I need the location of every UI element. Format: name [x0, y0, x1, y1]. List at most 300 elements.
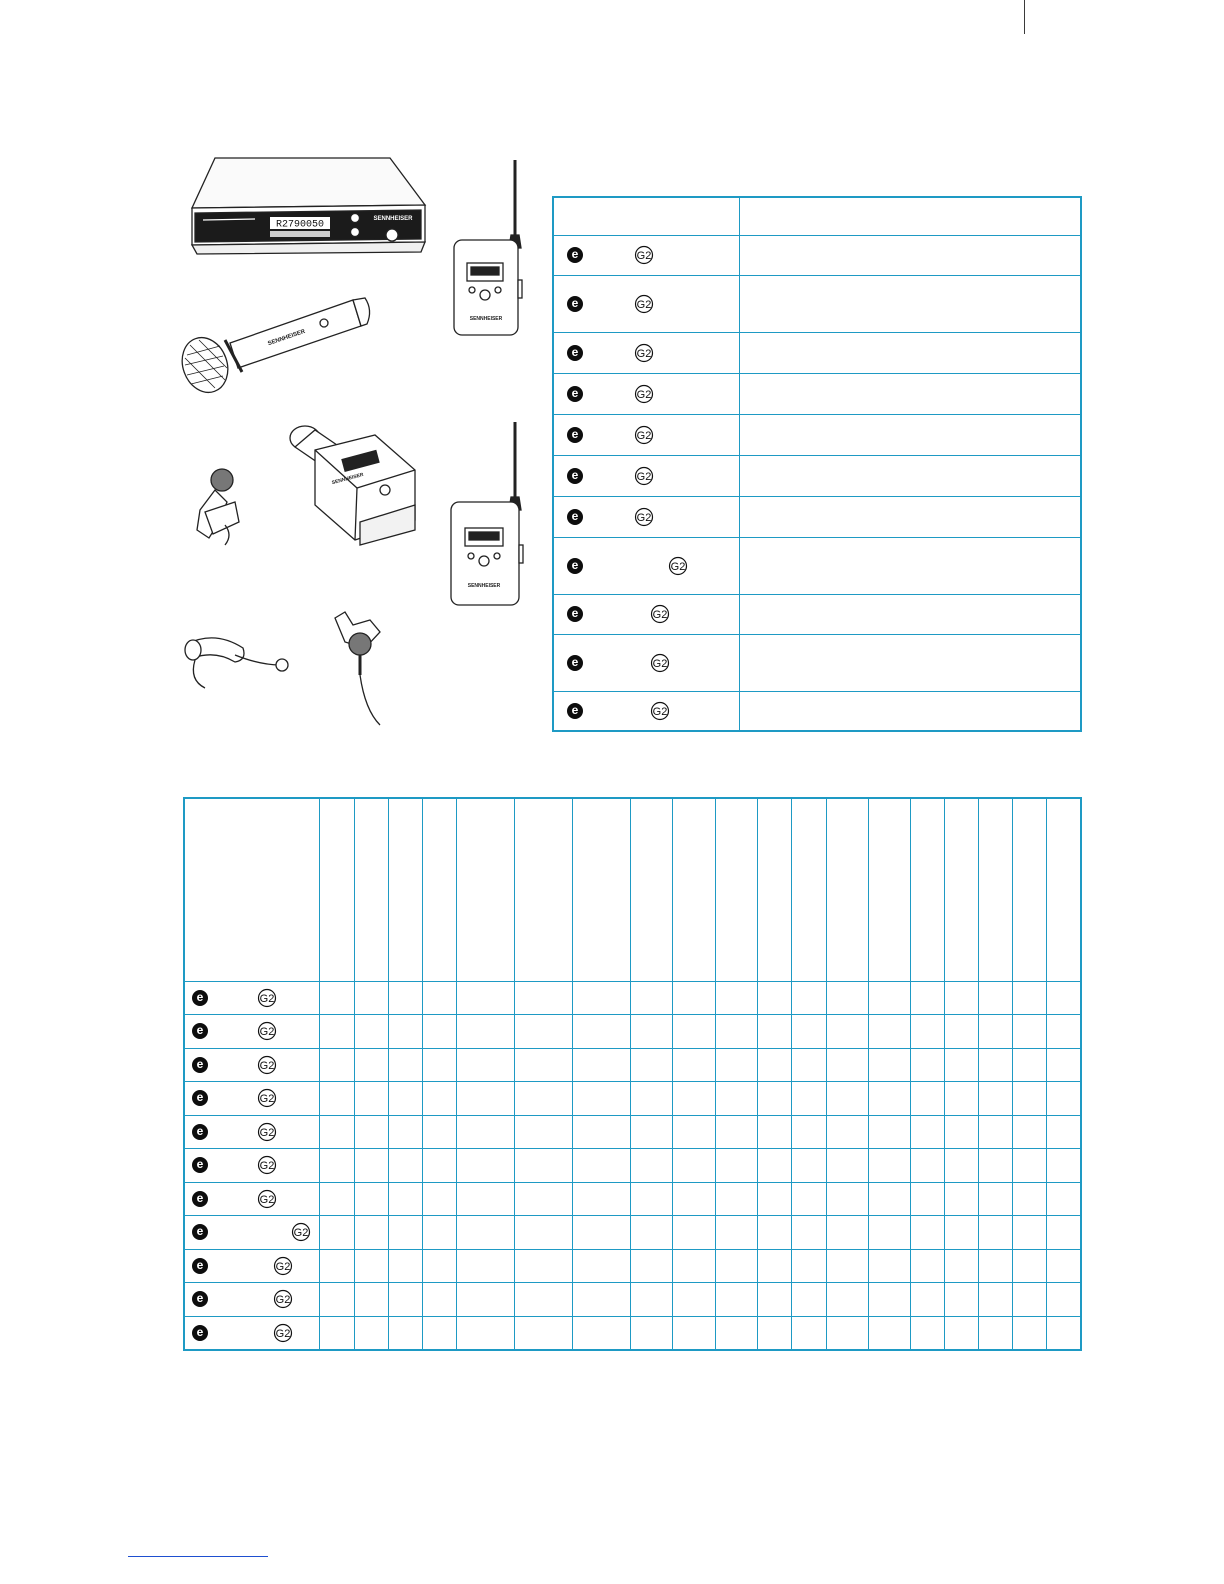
e-series-logo-icon: e [567, 345, 583, 361]
product-table [552, 196, 1082, 732]
compatibility-cell [827, 1149, 869, 1183]
svg-text:G2: G2 [652, 609, 668, 621]
svg-text:G2: G2 [259, 1059, 275, 1072]
g2-logo-icon [634, 425, 654, 445]
compatibility-cell [388, 1182, 422, 1216]
product-table-cell [740, 691, 1082, 731]
compatibility-cell [630, 1249, 672, 1283]
svg-text:G2: G2 [259, 1193, 275, 1206]
compatibility-cell [354, 1216, 388, 1250]
e-series-logo-icon: e [192, 1057, 208, 1073]
compatibility-cell [758, 1283, 792, 1317]
e-series-logo-icon: e [192, 1090, 208, 1106]
product-table-row [553, 332, 1081, 373]
e-series-logo-icon: e [567, 386, 583, 402]
compatibility-cell [673, 1316, 716, 1350]
compatibility-table-header [184, 798, 1081, 981]
compatibility-cell [945, 1182, 979, 1216]
svg-text:G2: G2 [636, 388, 652, 401]
compatibility-cell [758, 1115, 792, 1149]
compatibility-cell [979, 1048, 1013, 1082]
svg-text:G2: G2 [670, 560, 686, 573]
e-series-logo-icon: e [192, 1157, 208, 1173]
page-edge-line [1024, 0, 1025, 34]
product-table-row [553, 594, 1081, 634]
compatibility-cell [827, 1182, 869, 1216]
svg-text:G2: G2 [275, 1260, 291, 1273]
compatibility-cell [758, 1149, 792, 1183]
compatibility-cell [758, 981, 792, 1015]
compatibility-cell [354, 981, 388, 1015]
g2-logo-icon [668, 556, 688, 576]
compatibility-cell [869, 1115, 911, 1149]
compatibility-cell [422, 1316, 456, 1350]
compatibility-table-header-cell [1047, 798, 1081, 981]
compatibility-cell [758, 1249, 792, 1283]
compatibility-cell [979, 1216, 1013, 1250]
compatibility-cell [514, 1249, 572, 1283]
compatibility-cell [388, 1048, 422, 1082]
product-table-header-col1 [553, 197, 740, 235]
compatibility-cell [630, 1149, 672, 1183]
compatibility-cell [945, 1115, 979, 1149]
compatibility-cell [979, 981, 1013, 1015]
compatibility-table-header-cell [716, 798, 758, 981]
compatibility-table-header-cell [827, 798, 869, 981]
compatibility-cell [1013, 1216, 1047, 1250]
compatibility-table-row [184, 1182, 1081, 1216]
compatibility-cell [792, 1115, 827, 1149]
compatibility-cell [716, 1149, 758, 1183]
compatibility-table-header-cell [758, 798, 792, 981]
headset-mic-illustration [185, 638, 288, 688]
compatibility-cell [354, 1249, 388, 1283]
svg-text:G2: G2 [259, 992, 275, 1005]
clip-on-mic-illustration [197, 469, 239, 545]
compatibility-cell [388, 1149, 422, 1183]
compatibility-cell [911, 1048, 945, 1082]
compatibility-cell [945, 1149, 979, 1183]
compatibility-cell [1047, 1249, 1081, 1283]
compatibility-cell [827, 1216, 869, 1250]
compatibility-product-cell [184, 1283, 319, 1317]
e-series-logo-icon: e [192, 1023, 208, 1039]
product-illustrations [175, 150, 545, 735]
svg-text:G2: G2 [636, 347, 652, 360]
compatibility-cell [1013, 1048, 1047, 1082]
e-series-logo-icon: e [567, 296, 583, 312]
compatibility-cell [716, 1082, 758, 1116]
compatibility-cell [716, 1216, 758, 1250]
compatibility-cell [456, 1316, 514, 1350]
compatibility-cell [572, 1048, 630, 1082]
compatibility-cell [456, 1216, 514, 1250]
compatibility-cell [1047, 1316, 1081, 1350]
compatibility-cell [572, 1316, 630, 1350]
compatibility-cell [319, 1082, 354, 1116]
compatibility-table-header-cell [792, 798, 827, 981]
compatibility-table-row [184, 1015, 1081, 1049]
compatibility-cell [572, 1249, 630, 1283]
g2-logo-icon [634, 384, 654, 404]
compatibility-cell [354, 1015, 388, 1049]
compatibility-cell [1013, 1316, 1047, 1350]
svg-text:G2: G2 [275, 1294, 291, 1307]
compatibility-table-row [184, 1249, 1081, 1283]
compatibility-table-header-cell [673, 798, 716, 981]
compatibility-product-cell [184, 1082, 319, 1116]
g2-logo-icon [634, 507, 654, 527]
compatibility-cell [456, 1015, 514, 1049]
pocket-top-brand-text: SENNHEISER [469, 316, 503, 322]
compatibility-cell [945, 1015, 979, 1049]
compatibility-cell [979, 1015, 1013, 1049]
compatibility-cell [456, 1082, 514, 1116]
compatibility-cell [673, 1283, 716, 1317]
compatibility-cell [319, 1048, 354, 1082]
lavalier-mic-illustration [335, 612, 380, 725]
compatibility-cell [572, 1115, 630, 1149]
e-series-logo-icon: e [567, 468, 583, 484]
compatibility-cell [911, 1082, 945, 1116]
compatibility-cell [388, 1082, 422, 1116]
compatibility-product-cell [184, 1316, 319, 1350]
compatibility-cell [422, 1048, 456, 1082]
compatibility-cell [354, 1048, 388, 1082]
compatibility-cell [1047, 1015, 1081, 1049]
svg-text:G2: G2 [636, 470, 652, 483]
compatibility-cell [514, 1082, 572, 1116]
product-table-cell [740, 235, 1082, 275]
plug-on-transmitter-illustration [290, 426, 415, 545]
compatibility-cell [827, 1082, 869, 1116]
compatibility-cell [792, 981, 827, 1015]
compatibility-cell [630, 1082, 672, 1116]
compatibility-cell [1047, 1182, 1081, 1216]
compatibility-cell [514, 1316, 572, 1350]
compatibility-cell [572, 981, 630, 1015]
compatibility-cell [979, 1115, 1013, 1149]
g2-logo-icon [634, 466, 654, 486]
compatibility-cell [945, 1082, 979, 1116]
compatibility-cell [911, 1182, 945, 1216]
compatibility-product-cell [184, 1216, 319, 1250]
compatibility-cell [792, 1182, 827, 1216]
compatibility-cell [630, 1216, 672, 1250]
product-table-header [553, 197, 1081, 235]
compatibility-cell [1013, 1182, 1047, 1216]
compatibility-cell [945, 981, 979, 1015]
compatibility-cell [514, 981, 572, 1015]
compatibility-cell [979, 1249, 1013, 1283]
compatibility-cell [1013, 1249, 1047, 1283]
product-table-row [553, 414, 1081, 455]
compatibility-cell [827, 981, 869, 1015]
compatibility-cell [716, 1182, 758, 1216]
compatibility-cell [1013, 1283, 1047, 1317]
compatibility-table-row [184, 1115, 1081, 1149]
compatibility-cell [869, 1149, 911, 1183]
svg-text:G2: G2 [636, 250, 652, 262]
compatibility-cell [716, 1316, 758, 1350]
compatibility-table-header-cell [1013, 798, 1047, 981]
compatibility-cell [422, 1249, 456, 1283]
plug-on-brand-text: SENNHEISER [331, 471, 365, 487]
compatibility-cell [945, 1216, 979, 1250]
compatibility-cell [792, 1249, 827, 1283]
compatibility-cell [319, 1216, 354, 1250]
compatibility-cell [792, 1316, 827, 1350]
g2-logo-icon [257, 1122, 277, 1142]
compatibility-cell [514, 1283, 572, 1317]
e-series-logo-icon: e [567, 606, 583, 622]
compatibility-cell [630, 981, 672, 1015]
compatibility-cell [945, 1283, 979, 1317]
compatibility-cell [827, 1015, 869, 1049]
compatibility-cell [572, 1082, 630, 1116]
compatibility-cell [514, 1182, 572, 1216]
compatibility-cell [869, 1316, 911, 1350]
compatibility-table-row [184, 1216, 1081, 1250]
compatibility-cell [422, 1115, 456, 1149]
e-series-logo-icon: e [567, 427, 583, 443]
compatibility-cell [758, 1082, 792, 1116]
compatibility-cell [869, 1182, 911, 1216]
g2-logo-icon [257, 1088, 277, 1108]
compatibility-cell [388, 1283, 422, 1317]
compatibility-cell [630, 1015, 672, 1049]
compatibility-product-cell [184, 1048, 319, 1082]
e-series-logo-icon: e [192, 1291, 208, 1307]
product-table-row [553, 496, 1081, 537]
product-table-header-col2 [740, 197, 1082, 235]
compatibility-cell [869, 1283, 911, 1317]
compatibility-cell [827, 1048, 869, 1082]
compatibility-cell [911, 1216, 945, 1250]
compatibility-cell [673, 1216, 716, 1250]
e-series-logo-icon: e [567, 509, 583, 525]
compatibility-table-header-cell [911, 798, 945, 981]
compatibility-table [183, 797, 1082, 1351]
compatibility-cell [422, 1283, 456, 1317]
e-series-logo-icon: e [192, 1325, 208, 1341]
product-table-cell [740, 275, 1082, 332]
product-table-row [553, 275, 1081, 332]
compatibility-cell [1047, 1048, 1081, 1082]
compatibility-cell [869, 1216, 911, 1250]
compatibility-cell [792, 1216, 827, 1250]
compatibility-cell [630, 1115, 672, 1149]
compatibility-cell [354, 1115, 388, 1149]
e-series-logo-icon: e [192, 990, 208, 1006]
compatibility-cell [456, 1048, 514, 1082]
compatibility-cell [758, 1216, 792, 1250]
compatibility-cell [792, 1082, 827, 1116]
compatibility-cell [319, 1115, 354, 1149]
compatibility-cell [1047, 1283, 1081, 1317]
compatibility-product-cell [184, 1149, 319, 1183]
compatibility-product-cell [184, 1115, 319, 1149]
g2-logo-icon [650, 653, 670, 673]
svg-text:G2: G2 [652, 657, 668, 670]
compatibility-cell [422, 1149, 456, 1183]
compatibility-cell [514, 1216, 572, 1250]
compatibility-cell [1047, 981, 1081, 1015]
compatibility-product-cell [184, 981, 319, 1015]
e-series-logo-icon: e [192, 1258, 208, 1274]
compatibility-cell [388, 1249, 422, 1283]
compatibility-cell [758, 1316, 792, 1350]
compatibility-table-row [184, 1283, 1081, 1317]
g2-logo-icon [257, 1055, 277, 1075]
footer-rule [128, 1556, 268, 1557]
g2-logo-icon [650, 604, 670, 624]
compatibility-table-header-cell [354, 798, 388, 981]
compatibility-table-header-cell [388, 798, 422, 981]
product-table-cell [740, 373, 1082, 414]
compatibility-cell [1047, 1115, 1081, 1149]
compatibility-cell [572, 1216, 630, 1250]
compatibility-cell [319, 1182, 354, 1216]
compatibility-table-header-cell [456, 798, 514, 981]
product-table-row [553, 455, 1081, 496]
compatibility-cell [673, 981, 716, 1015]
compatibility-cell [319, 1249, 354, 1283]
e-series-logo-icon: e [567, 558, 583, 574]
g2-logo-icon [273, 1289, 293, 1309]
compatibility-cell [758, 1048, 792, 1082]
pocket-transmitter-bottom-illustration [451, 422, 523, 605]
compatibility-product-cell [184, 1182, 319, 1216]
compatibility-cell [979, 1182, 1013, 1216]
compatibility-table-header-cell [630, 798, 672, 981]
product-table-row [553, 537, 1081, 594]
compatibility-cell [869, 1015, 911, 1049]
compatibility-product-cell [184, 1249, 319, 1283]
svg-text:G2: G2 [259, 1126, 275, 1139]
g2-logo-icon [273, 1323, 293, 1343]
compatibility-cell [869, 981, 911, 1015]
compatibility-cell [792, 1149, 827, 1183]
compatibility-cell [673, 1082, 716, 1116]
compatibility-cell [572, 1182, 630, 1216]
compatibility-cell [456, 981, 514, 1015]
compatibility-table-header-cell [184, 798, 319, 981]
compatibility-cell [456, 1182, 514, 1216]
compatibility-table-row [184, 1048, 1081, 1082]
svg-text:G2: G2 [259, 1160, 275, 1173]
compatibility-cell [456, 1283, 514, 1317]
compatibility-cell [716, 1115, 758, 1149]
e-series-logo-icon: e [192, 1191, 208, 1207]
compatibility-cell [979, 1316, 1013, 1350]
compatibility-cell [456, 1249, 514, 1283]
compatibility-cell [792, 1048, 827, 1082]
compatibility-cell [792, 1283, 827, 1317]
compatibility-cell [673, 1149, 716, 1183]
svg-text:G2: G2 [636, 511, 652, 524]
g2-logo-icon [291, 1222, 311, 1242]
g2-logo-icon [634, 343, 654, 363]
product-table-cell [740, 537, 1082, 594]
compatibility-table-header-cell [319, 798, 354, 981]
compatibility-cell [514, 1015, 572, 1049]
compatibility-cell [388, 981, 422, 1015]
g2-logo-icon [257, 1189, 277, 1209]
product-table-cell [740, 332, 1082, 373]
compatibility-cell [1047, 1216, 1081, 1250]
handheld-brand-text: SENNHEISER [267, 328, 307, 348]
compatibility-cell [673, 1249, 716, 1283]
compatibility-cell [388, 1316, 422, 1350]
e-series-logo-icon: e [192, 1224, 208, 1240]
compatibility-cell [945, 1048, 979, 1082]
compatibility-cell [716, 1048, 758, 1082]
compatibility-cell [319, 1283, 354, 1317]
compatibility-cell [673, 1015, 716, 1049]
compatibility-cell [1013, 1115, 1047, 1149]
compatibility-cell [572, 1149, 630, 1183]
compatibility-cell [1047, 1149, 1081, 1183]
compatibility-cell [514, 1149, 572, 1183]
compatibility-table-header-cell [945, 798, 979, 981]
compatibility-cell [354, 1182, 388, 1216]
compatibility-cell [572, 1283, 630, 1317]
g2-logo-icon [650, 701, 670, 721]
receiver-display-text: R2790050 [275, 219, 325, 231]
compatibility-cell [1013, 1149, 1047, 1183]
compatibility-product-cell [184, 1015, 319, 1049]
compatibility-cell [911, 981, 945, 1015]
compatibility-table-header-cell [514, 798, 572, 981]
compatibility-cell [792, 1015, 827, 1049]
compatibility-cell [354, 1149, 388, 1183]
e-series-logo-icon: e [567, 703, 583, 719]
product-table-cell [740, 414, 1082, 455]
compatibility-cell [673, 1048, 716, 1082]
compatibility-cell [979, 1149, 1013, 1183]
g2-logo-icon [257, 988, 277, 1008]
compatibility-cell [456, 1149, 514, 1183]
compatibility-cell [514, 1115, 572, 1149]
product-table-row [553, 373, 1081, 414]
svg-text:G2: G2 [652, 705, 668, 718]
compatibility-cell [911, 1015, 945, 1049]
compatibility-cell [422, 981, 456, 1015]
compatibility-cell [422, 1082, 456, 1116]
compatibility-cell [945, 1249, 979, 1283]
product-table-row [553, 634, 1081, 691]
product-table-cell [740, 634, 1082, 691]
compatibility-cell [716, 1249, 758, 1283]
g2-logo-icon [634, 245, 654, 265]
compatibility-cell [422, 1015, 456, 1049]
e-series-logo-icon: e [192, 1124, 208, 1140]
compatibility-cell [869, 1048, 911, 1082]
compatibility-table-header-cell [572, 798, 630, 981]
compatibility-cell [319, 1149, 354, 1183]
compatibility-table-row [184, 981, 1081, 1015]
compatibility-table-row [184, 1082, 1081, 1116]
g2-logo-icon [634, 294, 654, 314]
e-series-logo-icon: e [567, 655, 583, 671]
compatibility-cell [673, 1182, 716, 1216]
compatibility-table-row [184, 1149, 1081, 1183]
handheld-mic-illustration [175, 298, 370, 399]
compatibility-cell [869, 1249, 911, 1283]
compatibility-cell [1013, 981, 1047, 1015]
compatibility-cell [827, 1115, 869, 1149]
